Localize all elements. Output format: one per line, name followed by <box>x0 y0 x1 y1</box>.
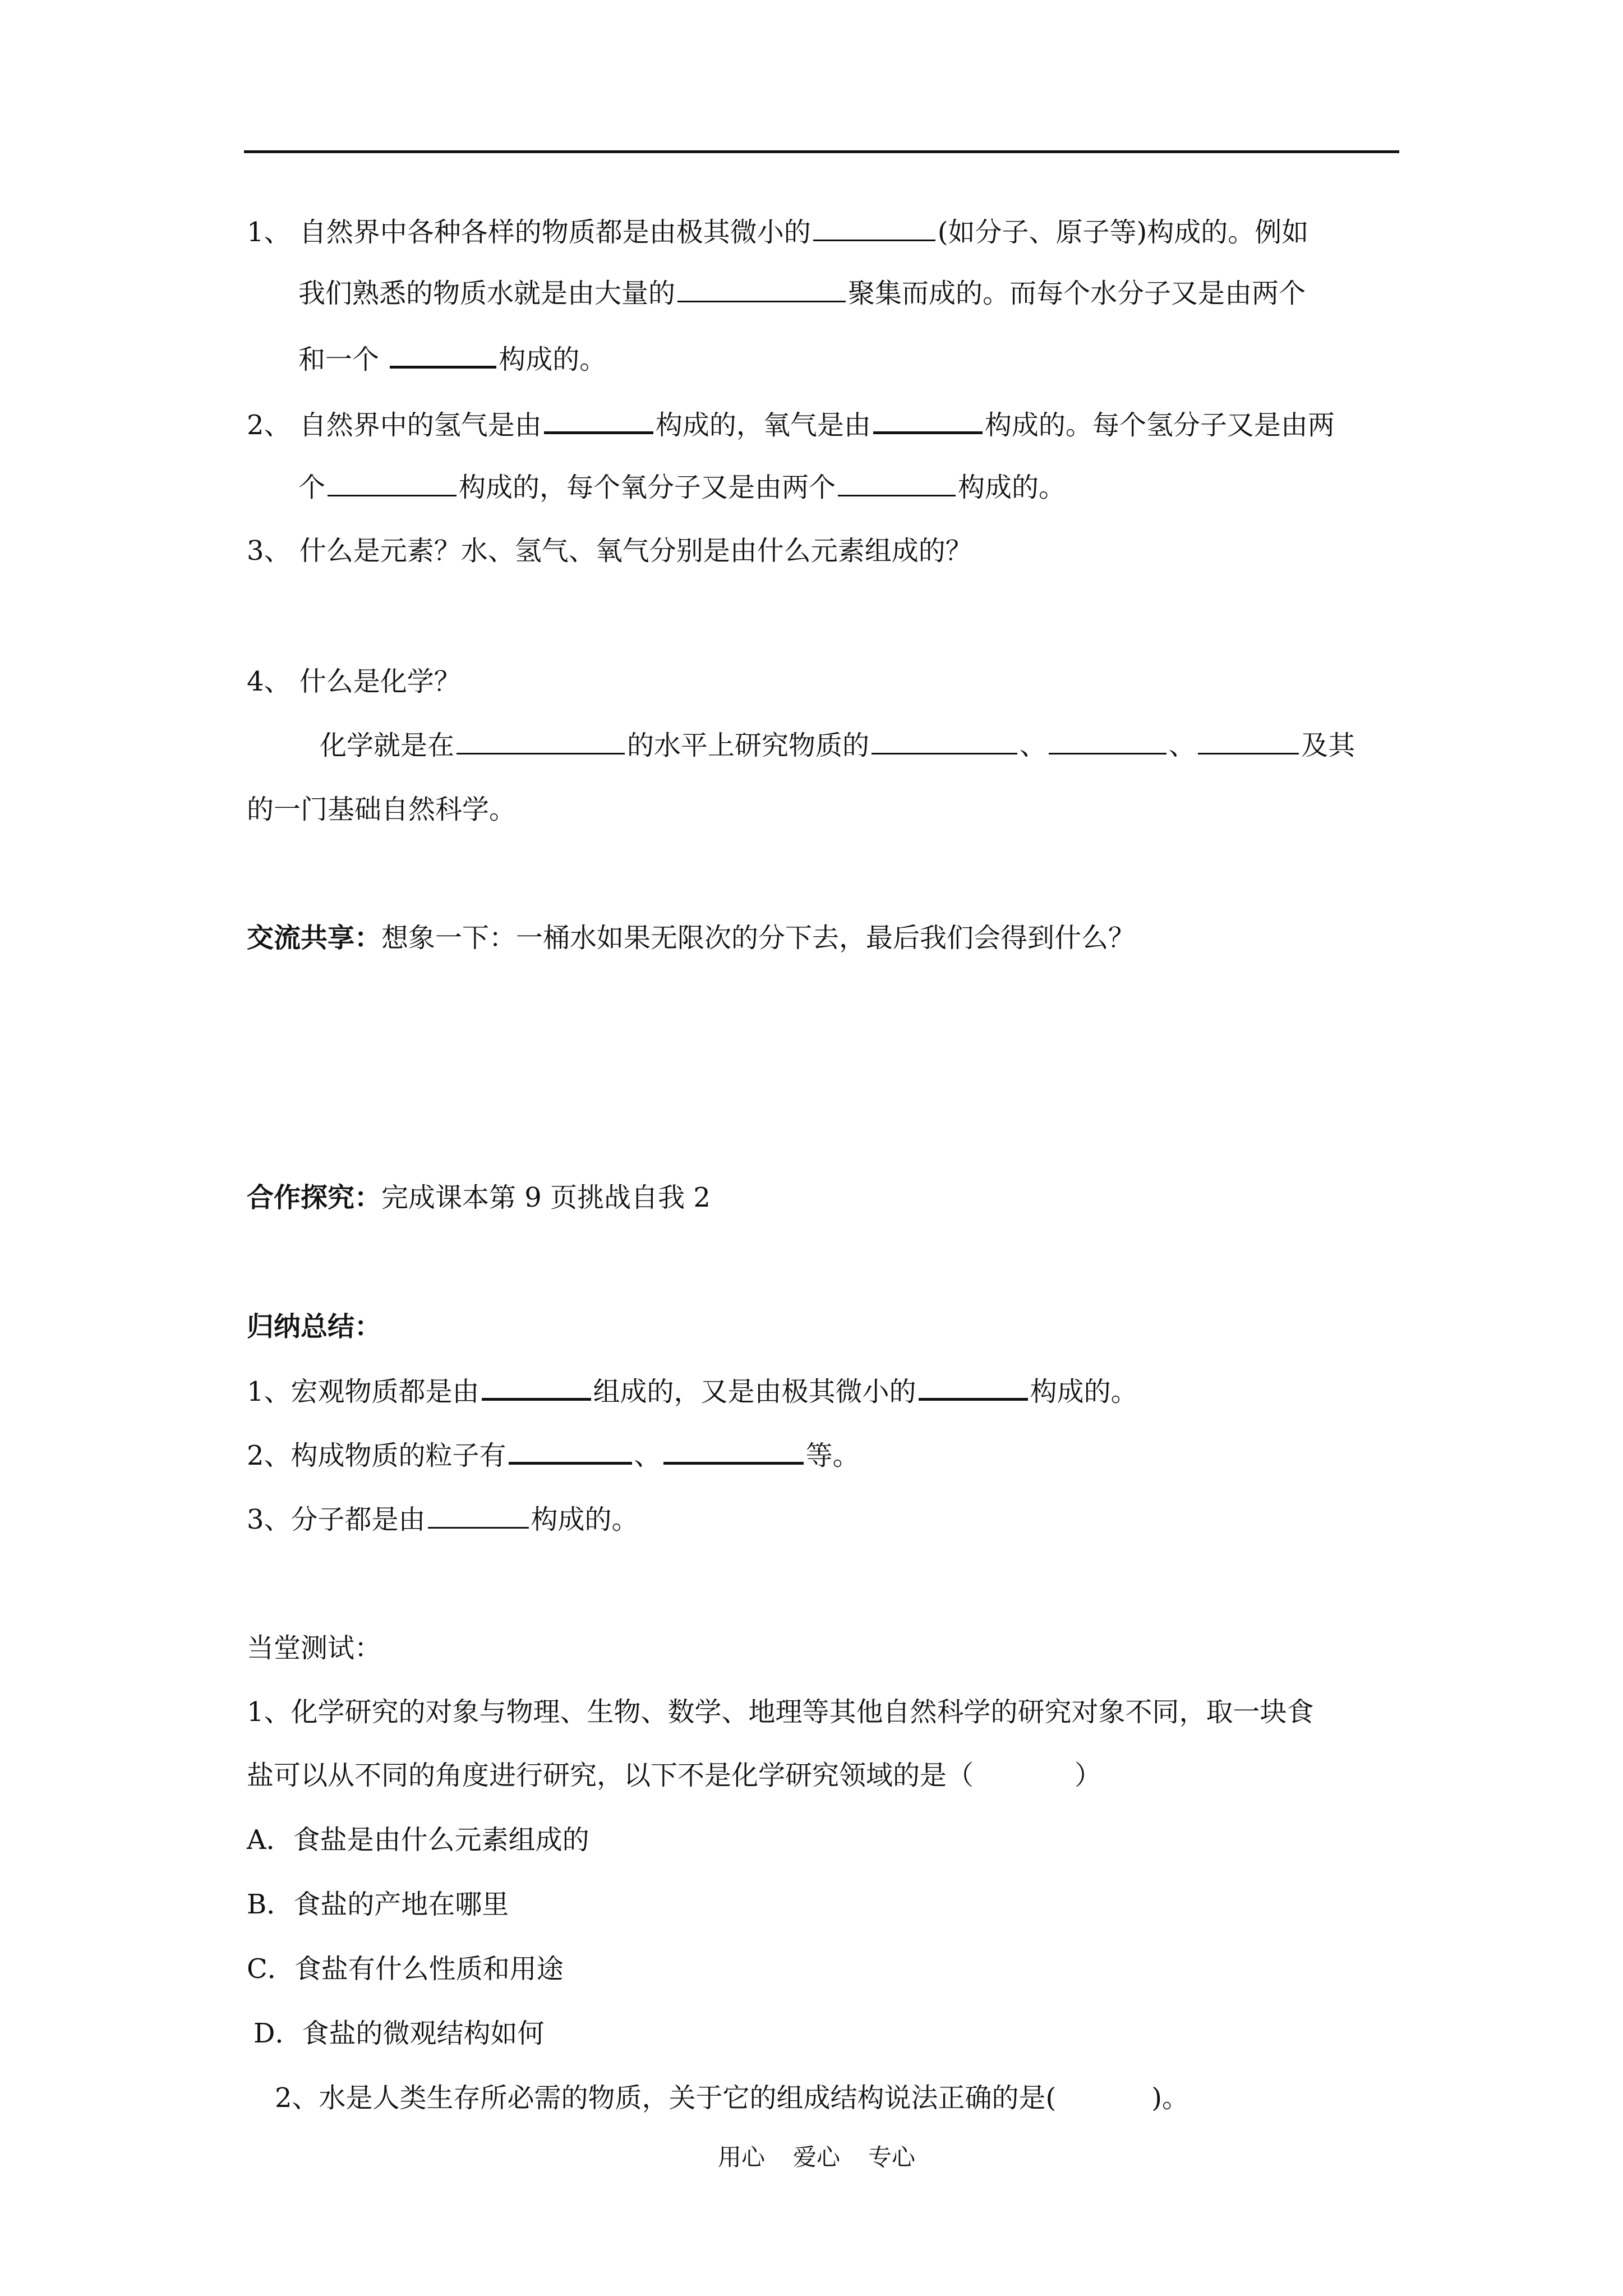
footer-word-1: 用心 <box>718 2143 766 2171</box>
q1-blank-3[interactable] <box>390 341 496 369</box>
test-label: 当堂测试： <box>247 1632 382 1664</box>
q2-blank-3[interactable] <box>328 470 457 496</box>
summary-item-2: 2、构成物质的粒子有 、 等。 <box>247 1437 860 1473</box>
footer-word-2: 爱心 <box>793 2143 841 2171</box>
page-footer <box>718 2139 943 2173</box>
header-rule <box>244 150 1399 153</box>
q3-line: 3、 什么是元素？水、氢气、氧气分别是由什么元素组成的？ <box>247 535 972 567</box>
share-text: 想象一下：一桶水如果无限次的分下去，最后我们会得到什么？ <box>381 922 1136 954</box>
q4-blank-2[interactable] <box>872 728 1017 754</box>
test-q1-line1: 1、化学研究的对象与物理、生物、数学、地理等其他自然科学的研究对象不同，取一块食 <box>247 1696 1314 1728</box>
explore-text: 完成课本第 9 页挑战自我 2 <box>381 1182 711 1213</box>
test-q1-line2: 盐可以从不同的角度进行研究，以下不是化学研究领域的是（ ） <box>247 1760 1102 1791</box>
q1-line2: 我们熟悉的物质水就是由大量的 聚集而成的。而每个水分子又是由两个 <box>298 276 1306 310</box>
summary-item-3: 3、分子都是由 构成的。 <box>247 1502 639 1536</box>
q4-line1: 化学就是在 的水平上研究物质的 、 、 及其 <box>320 728 1355 762</box>
q2-blank-4[interactable] <box>838 470 956 496</box>
q2-line2: 个 构成的，每个氧分子又是由两个 构成的。 <box>298 470 1066 504</box>
share-label: 交流共享： <box>247 922 382 954</box>
q1-blank-1[interactable] <box>813 215 935 241</box>
q4-line2: 的一门基础自然科学。 <box>247 794 517 825</box>
explore-label: 合作探究： <box>247 1182 382 1213</box>
q1-line3: 和一个 构成的。 <box>298 341 606 376</box>
test-q1-option-d: D．食盐的微观结构如何 <box>253 2018 545 2049</box>
q4-blank-1[interactable] <box>457 728 625 754</box>
summary-item-1: 1、宏观物质都是由 组成的，又是由极其微小的 构成的。 <box>247 1373 1138 1409</box>
summary-blank-3[interactable] <box>509 1437 632 1465</box>
summary-blank-1[interactable] <box>482 1373 591 1401</box>
q4-blank-4[interactable] <box>1198 728 1299 754</box>
share-section <box>247 921 1135 955</box>
q2-line1: 2、 自然界中的氢气是由 构成的，氧气是由 构成的。每个氢分子又是由两 <box>247 407 1335 442</box>
q1-line1: 1、 自然界中各种各样的物质都是由极其微小的 (如分子、原子等)构成的。例如 <box>247 215 1308 249</box>
test-q1-option-a: A．食盐是由什么元素组成的 <box>247 1824 589 1856</box>
footer-word-3: 专心 <box>868 2143 916 2171</box>
q4-blank-3[interactable] <box>1049 728 1166 754</box>
summary-blank-4[interactable] <box>663 1437 804 1465</box>
test-q1-option-c: C．食盐有什么性质和用途 <box>247 1953 564 1985</box>
summary-label: 归纳总结： <box>247 1311 382 1342</box>
q2-blank-2[interactable] <box>873 407 983 434</box>
q1-blank-2[interactable] <box>677 276 846 302</box>
explore-section <box>247 1181 711 1214</box>
summary-blank-5[interactable] <box>428 1502 529 1529</box>
test-q2: 2、水是人类生存所必需的物质，关于它的组成结构说法正确的是( )。 <box>275 2082 1189 2114</box>
test-q1-option-b: B．食盐的产地在哪里 <box>247 1889 509 1920</box>
q4-title: 4、 什么是化学？ <box>247 666 461 697</box>
summary-blank-2[interactable] <box>919 1373 1028 1401</box>
q2-blank-1[interactable] <box>544 407 653 434</box>
